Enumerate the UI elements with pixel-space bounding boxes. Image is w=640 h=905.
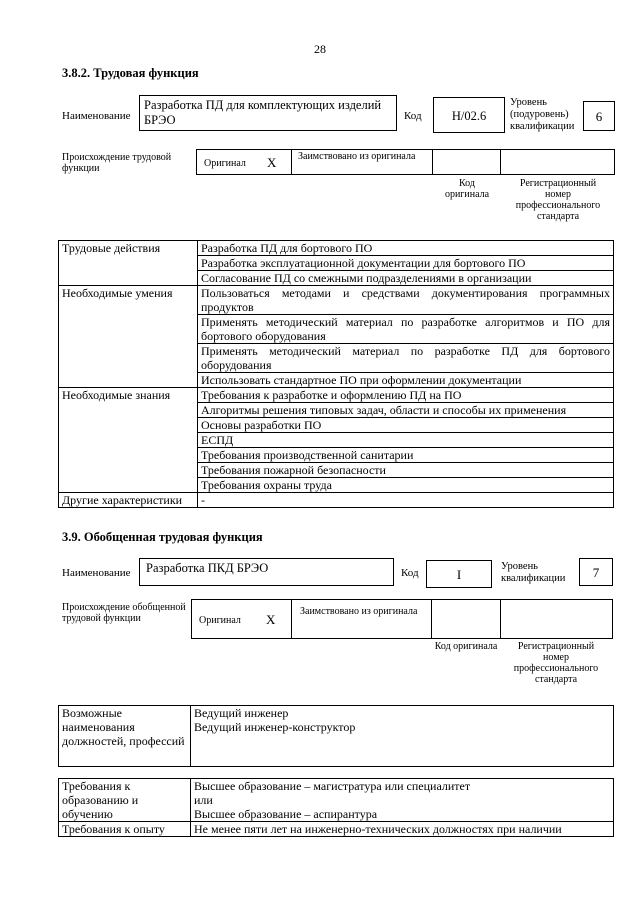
- position-item: Ведущий инженер-конструктор: [194, 720, 356, 734]
- row-item: Требования к разработке и оформлению ПД на ПО: [198, 388, 614, 403]
- original-label: Оригинал: [204, 158, 246, 169]
- code-label: Код: [404, 110, 422, 122]
- code-value: H/02.6: [451, 109, 487, 123]
- code-label-2: Код: [401, 567, 419, 579]
- education-item: или: [194, 793, 213, 807]
- origin-label-2: Происхождение обобщенной трудовой функции: [62, 602, 186, 624]
- code-value-2: I: [456, 567, 462, 582]
- table-row: [59, 822, 614, 837]
- row-item: Основы разработки ПО: [198, 418, 614, 433]
- section-heading-3-9: 3.9. Обобщенная трудовая функция: [62, 530, 263, 544]
- table-row: [59, 286, 614, 315]
- function-name-box: [139, 95, 397, 131]
- row-item: -: [198, 493, 614, 508]
- borrowed-label-2: Заимствовано из оригинала: [300, 606, 418, 617]
- education-label: Требования к образованию и обучению: [59, 779, 191, 822]
- level-label-2: Уровень квалификации: [501, 561, 566, 584]
- generalized-function-name-box: [139, 558, 394, 586]
- education-cell: [191, 779, 614, 822]
- positions-cell: [191, 706, 614, 767]
- table-row: [59, 779, 614, 822]
- education-item: Высшее образование – аспирантура: [194, 807, 378, 821]
- row-item: Алгоритмы решения типовых задач, области и способы их применения: [198, 403, 614, 418]
- row-item: Требования пожарной безопасности: [198, 463, 614, 478]
- level-value: 6: [595, 109, 603, 124]
- code-value-box-2: [426, 560, 492, 588]
- name-label: Наименование: [62, 110, 131, 122]
- borrowed-box-2: [291, 599, 432, 639]
- name-label-2: Наименование: [62, 567, 131, 579]
- table-row: [59, 493, 614, 508]
- row-item: Требования охраны труда: [198, 478, 614, 493]
- level-value-2: 7: [592, 565, 600, 580]
- origin-label: Происхождение трудовой функции: [62, 152, 172, 174]
- experience-value: Не менее пяти лет на инженерно-технических должностях при наличии: [191, 822, 614, 837]
- row-item: Разработка эксплуатационной документации для бортового ПО: [198, 256, 614, 271]
- labor-function-table: [58, 240, 614, 508]
- reg-num-cell: [500, 149, 615, 175]
- row-label: Трудовые действия: [59, 241, 198, 286]
- code-orig-caption: Код оригинала: [444, 178, 490, 200]
- row-item: Разработка ПД для бортового ПО: [198, 241, 614, 256]
- level-value-box: [583, 101, 615, 131]
- row-item: Пользоваться методами и средствами документирования программных продуктов: [198, 286, 614, 315]
- section-heading-3-8-2: 3.8.2. Трудовая функция: [62, 66, 199, 80]
- row-item: Применять методический материал по разработке алгоритмов и ПО для бортового оборудования: [198, 315, 614, 344]
- original-box: [196, 149, 292, 175]
- original-mark-2: X: [266, 612, 276, 627]
- page-number: 28: [314, 42, 326, 56]
- original-box-2: [191, 599, 292, 639]
- row-item: ЕСПД: [198, 433, 614, 448]
- function-name-value: Разработка ПД для комплектующих изделий БРЭО: [144, 98, 382, 127]
- reg-num-caption: Регистрационный номер профессионального стандарта: [515, 178, 601, 222]
- position-item: Ведущий инженер: [194, 706, 289, 720]
- level-label: Уровень (подуровень) квалификации: [510, 97, 575, 132]
- borrowed-box: [291, 149, 433, 175]
- reg-num-cell-2: [500, 599, 613, 639]
- row-label: Необходимые умения: [59, 286, 198, 388]
- generalized-function-name-value: Разработка ПКД БРЭО: [146, 561, 269, 575]
- original-label-2: Оригинал: [199, 615, 241, 626]
- row-item: Использовать стандартное ПО при оформлении документации: [198, 373, 614, 388]
- table-row: [59, 388, 614, 403]
- code-orig-caption-2: Код оригинала: [434, 641, 498, 652]
- requirements-table: [58, 778, 614, 837]
- row-item: Требования производственной санитарии: [198, 448, 614, 463]
- education-item: Высшее образование – магистратура или специалитет: [194, 779, 471, 793]
- table-row: [59, 241, 614, 256]
- positions-label: Возможные наименования должностей, профессий: [59, 706, 191, 767]
- level-value-box-2: [579, 558, 613, 586]
- code-value-box: [433, 97, 505, 133]
- row-label: Другие характеристики: [59, 493, 198, 508]
- orig-code-cell-2: [431, 599, 501, 639]
- row-item: Согласование ПД со смежными подразделениями в организации: [198, 271, 614, 286]
- original-mark: X: [267, 155, 277, 170]
- positions-table: [58, 705, 614, 767]
- experience-label: Требования к опыту: [59, 822, 191, 837]
- orig-code-cell: [432, 149, 501, 175]
- table-row: [59, 706, 614, 767]
- borrowed-label: Заимствовано из оригинала: [298, 151, 416, 162]
- reg-num-caption-2: Регистрационный номер профессионального стандарта: [513, 641, 599, 685]
- row-label: Необходимые знания: [59, 388, 198, 493]
- row-item: Применять методический материал по разработке ПД для бортового оборудования: [198, 344, 614, 373]
